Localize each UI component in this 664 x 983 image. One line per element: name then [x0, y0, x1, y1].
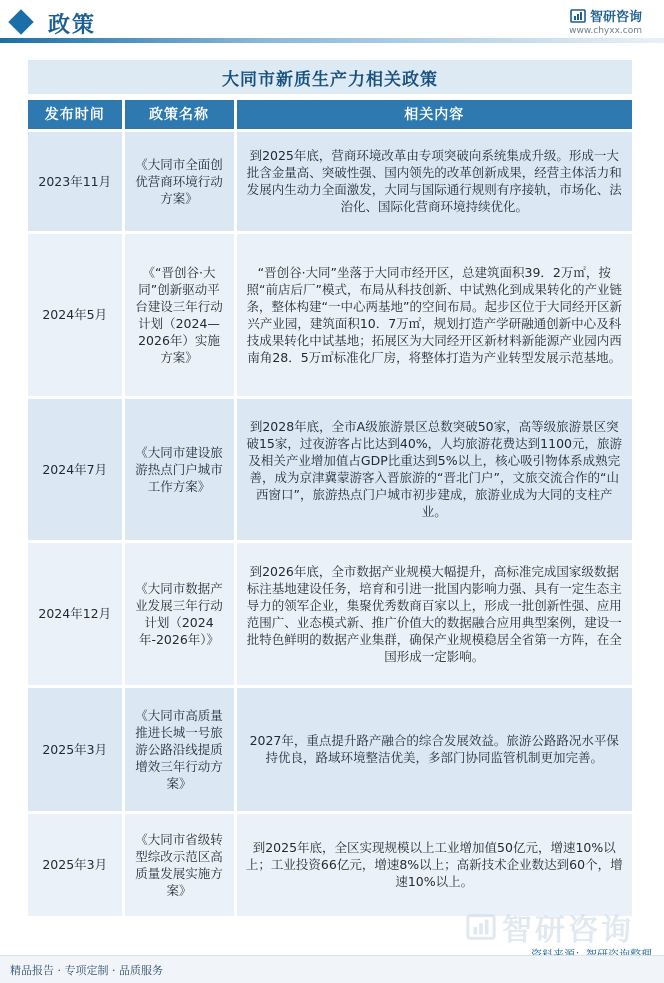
brand-name: 智研咨询 — [589, 10, 642, 25]
cell-policy-name: 《大同市省级转型综改示范区高质量发展实施方案》 — [123, 812, 235, 916]
table-row — [28, 812, 632, 916]
watermark-logo-icon — [466, 912, 496, 942]
section-header — [0, 0, 664, 46]
table-row — [28, 232, 632, 397]
cell-policy-name: 《大同市高质量推进长城一号旅游公路沿线提质增效三年行动方案》 — [123, 686, 235, 812]
diamond-icon — [8, 9, 33, 34]
cell-content: “晋创谷·大同”坐落于大同市经开区，总建筑面积39．2万㎡，按照“前店后厂”模式，布局从科技创新、中试熟化到成果转化的产业链条，整体构建“一中心两基地”的空间布局。起步区位于大同经开区新兴产业园，建筑面积10．7万㎡，规划打造产学研融通创新中心及科技成果转化中试基地；拓展区为大同经开区新材料新能源产业园内西南角28．5万㎡标准化厂房，将整体打造为产业转型发展示范基地。 — [235, 232, 632, 397]
cell-policy-name: 《“晋创谷·大同”创新驱动平台建设三年行动计划（2024—2026年）实施方案》 — [123, 232, 235, 397]
table-row — [28, 130, 632, 232]
cell-content: 2027年，重点提升路产融合的综合发展效益。旅游公路路况水平保持优良，路域环境整洁优美，多部门协同监管机制更加完善。 — [235, 686, 632, 812]
table-row — [28, 541, 632, 686]
cell-date: 2025年3月 — [28, 812, 123, 916]
footer-slogan: 精品报告 · 专项定制 · 品质服务 — [10, 964, 163, 977]
brand-url: www.chyxx.com — [569, 26, 642, 36]
cell-policy-name: 《大同市全面创优营商环境行动方案》 — [123, 130, 235, 232]
cell-policy-name: 《大同市建设旅游热点门户城市工作方案》 — [123, 397, 235, 541]
table-row — [28, 686, 632, 812]
cell-content: 到2025年底，全区实现规模以上工业增加值50亿元，增速10%以上；工业投资66亿元，增速8%以上；高新技术企业数达到60个，增速10%以上。 — [235, 812, 632, 916]
cell-date: 2024年7月 — [28, 397, 123, 541]
table-header-row — [28, 100, 632, 130]
cell-content: 到2026年底，全市数据产业规模大幅提升，高标准完成国家级数据标注基地建设任务，培育和引进一批国内影响力强、具有一定生态主导力的领军企业，集聚优秀数商百家以上，形成一批创新性强、应用范围广、业态模式新、推广价值大的数据融合应用典型案例，建设一批特色鲜明的数据产业集群，确保产业规模稳居全省第一方阵，在全国形成一定影响。 — [235, 541, 632, 686]
table-row — [28, 397, 632, 541]
cell-content: 到2025年底，营商环境改革由专项突破向系统集成升级。形成一大批含金量高、突破性强、国内领先的改革创新成果，经营主体活力和发展内生动力全面激发，大同与国际通行规则有序接轨，市场化、法治化、国际化营商环境持续优化。 — [235, 130, 632, 232]
cell-date: 2024年5月 — [28, 232, 123, 397]
brand-icon — [570, 8, 586, 24]
policy-table-container — [28, 60, 632, 916]
header-underline — [0, 38, 664, 43]
cell-date: 2024年12月 — [28, 541, 123, 686]
cell-date: 2023年11月 — [28, 130, 123, 232]
footer — [0, 955, 664, 983]
brand-logo — [569, 6, 642, 36]
watermark-text: 智研咨询 — [502, 913, 634, 948]
cell-date: 2025年3月 — [28, 686, 123, 812]
column-header-date: 发布时间 — [28, 100, 123, 130]
cell-policy-name: 《大同市数据产业发展三年行动计划（2024年-2026年）》 — [123, 541, 235, 686]
section-title: 政策 — [48, 13, 97, 38]
policy-table — [28, 100, 632, 916]
column-header-content: 相关内容 — [235, 100, 632, 130]
column-header-name: 政策名称 — [123, 100, 235, 130]
watermark — [466, 905, 634, 949]
table-title: 大同市新质生产力相关政策 — [28, 60, 632, 100]
cell-content: 到2028年底，全市A级旅游景区总数突破50家，高等级旅游景区突破15家，过夜游客占比达到40%，人均旅游花费达到1100元，旅游及相关产业增加值占GDP比重达到5%以上，核心吸引物体系成熟完善，成为京津冀蒙游客入晋旅游的“晋北门户”，文旅交流合作的“山西窗口”，旅游热点门户城市初步建成，旅游业成为大同的支柱产业。 — [235, 397, 632, 541]
